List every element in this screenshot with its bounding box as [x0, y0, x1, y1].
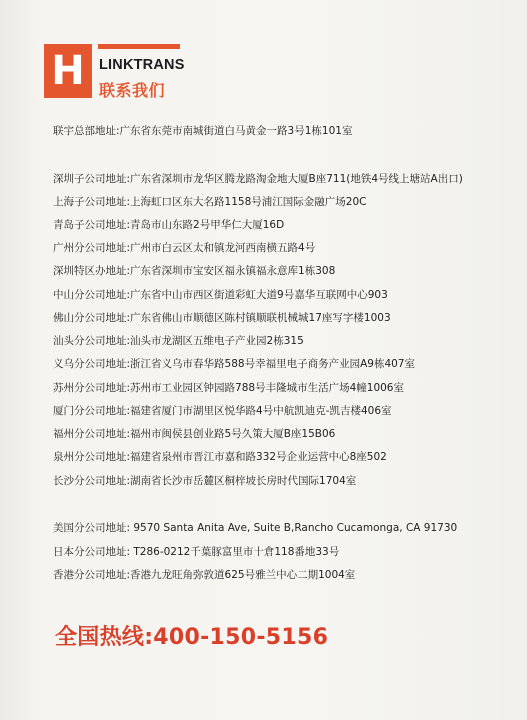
- overseas-address: 日本分公司地址: T286-0212千葉豚富里市十倉118番地33号: [53, 546, 340, 558]
- branch-address: 深圳特区办地址:广东省深圳市宝安区福永镇福永意库1栋308: [53, 265, 336, 277]
- branch-address: 广州分公司地址:广州市白云区太和镇龙河西南横五路4号: [53, 242, 316, 254]
- branch-address: 厦门分公司地址:福建省厦门市湖里区悦华路4号中航凯迪克-凯吉楼406室: [53, 405, 392, 417]
- contact-us-heading: 联系我们: [99, 81, 166, 100]
- overseas-address: 美国分公司地址: 9570 Santa Anita Ave, Suite B,Rancho Cucamonga, CA 91730: [53, 522, 458, 534]
- logo-letter: H: [51, 48, 85, 94]
- branch-address: 佛山分公司地址:广东省佛山市顺德区陈村镇顺联机械城17座写字楼1003: [53, 312, 391, 324]
- brand-name: LINKTRANS: [99, 57, 185, 73]
- overseas-address: 香港分公司地址:香港九龙旺角弥敦道625号雅兰中心二期1004室: [53, 569, 356, 581]
- branch-address: 中山分公司地址:广东省中山市西区街道彩虹大道9号嘉华互联网中心903: [53, 289, 388, 301]
- branch-address: 义乌分公司地址:浙江省义乌市春华路588号幸福里电子商务产业园A9栋407室: [53, 358, 415, 370]
- logo-accent-bar: [98, 44, 180, 49]
- headquarters-address: 联宇总部地址:广东省东莞市南城街道白马黄金一路3号1栋101室: [53, 125, 353, 137]
- branch-address: 苏州分公司地址:苏州市工业园区钟园路788号丰隆城市生活广场4幢1006室: [53, 382, 404, 394]
- branch-address: 长沙分公司地址:湖南省长沙市岳麓区桐梓坡长房时代国际1704室: [53, 475, 357, 487]
- branch-address: 青岛子公司地址:青岛市山东路2号甲华仁大厦16D: [53, 219, 285, 231]
- branch-address: 上海子公司地址:上海虹口区东大名路1158号浦江国际金融广场20C: [53, 196, 367, 208]
- national-hotline: 全国热线:400-150-5156: [55, 625, 329, 650]
- branch-address: 泉州分公司地址:福建省泉州市晋江市嘉和路332号企业运营中心8座502: [53, 451, 387, 463]
- branch-address: 汕头分公司地址:汕头市龙湖区五维电子产业园2栋315: [53, 335, 304, 347]
- branch-address: 深圳子公司地址:广东省深圳市龙华区腾龙路淘金地大厦B座711(地铁4号线上塘站A出口): [53, 173, 463, 185]
- linktrans-logo: [44, 44, 92, 98]
- branch-address: 福州分公司地址:福州市闽侯县创业路5号久策大厦B座15B06: [53, 428, 336, 440]
